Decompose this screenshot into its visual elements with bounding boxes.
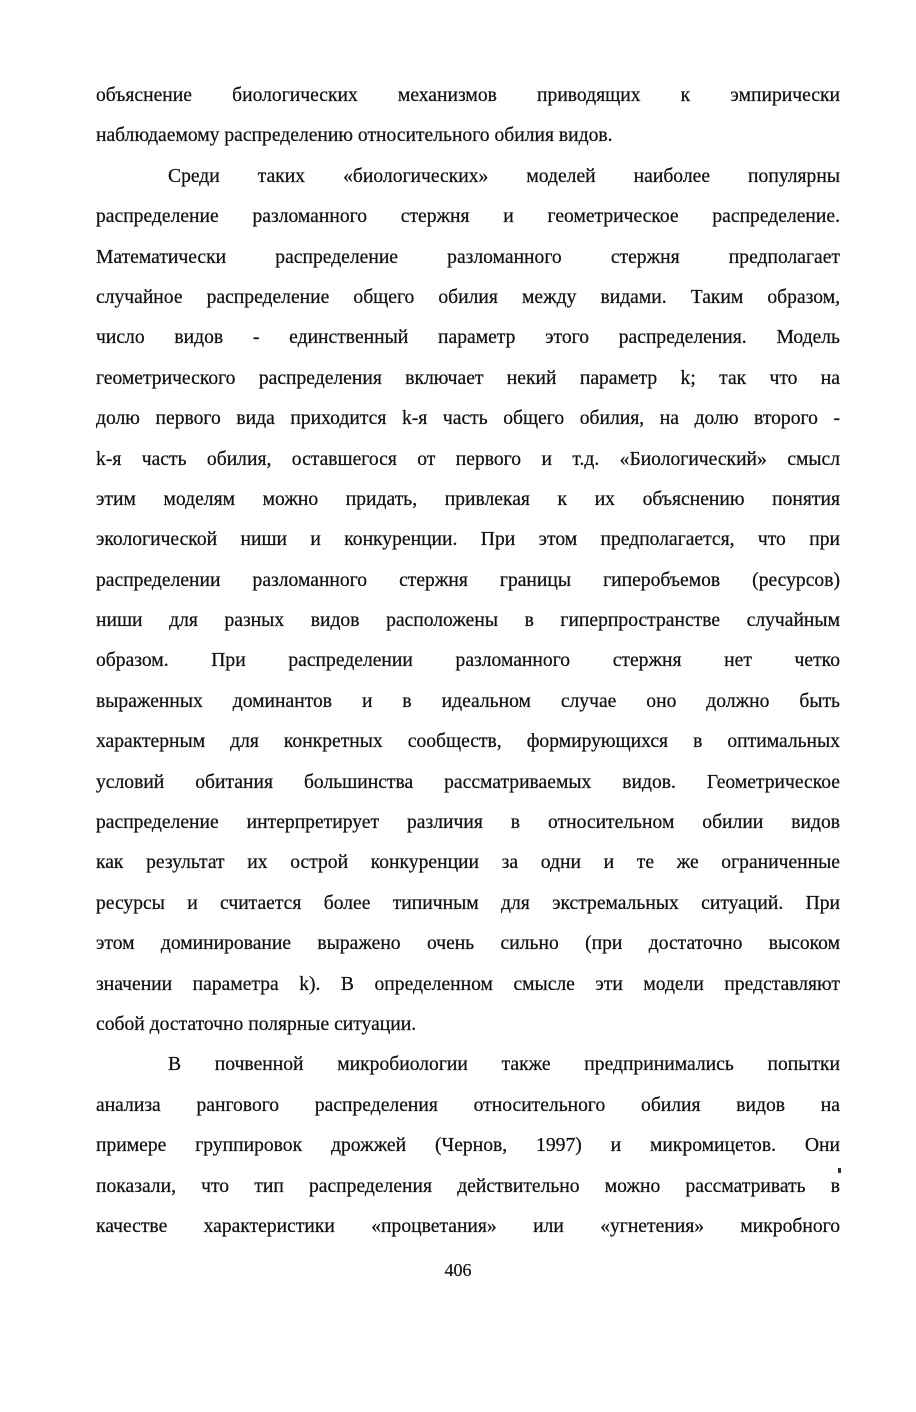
text-line: условий обитания большинства рассматриваемых видов. Геометрическое (96, 771, 840, 793)
text-line: геометрического распределения включает некий параметр k; так что на (96, 367, 840, 389)
text-line: В почвенной микробиологии также предпринимались попытки (168, 1054, 840, 1076)
text-line: объяснение биологических механизмов приводящих к эмпирически (96, 85, 840, 106)
text-line: выраженных доминантов и в идеальном случае оно должно быть (96, 690, 840, 712)
text-line: Математически распределение разломанного стержня предполагает (96, 246, 840, 268)
text-line: ниши для разных видов расположены в гиперпространстве случайным (96, 610, 840, 632)
text-line: число видов - единственный параметр этого распределения. Модель (96, 327, 840, 349)
text-line: Среди таких «биологических» моделей наиболее популярны (168, 165, 840, 187)
text-line: этим моделям можно придать, привлекая к их объяснению понятия (96, 488, 840, 510)
text-line: примере группировок дрожжей (Чернов, 1997) и микромицетов. Они (96, 1135, 840, 1157)
text-line: k-я часть обилия, оставшегося от первого и т.д. «Биологический» смысл (96, 448, 840, 470)
text-line: экологической ниши и конкуренции. При этом предполагается, что при (96, 529, 840, 551)
text-line: наблюдаемому распределению относительного обилия видов. (96, 125, 613, 147)
text-line: распределение разломанного стержня и геометрическое распределение. (96, 206, 840, 228)
scan-speck (838, 1168, 841, 1173)
text-line: случайное распределение общего обилия между видами. Таким образом, (96, 286, 840, 308)
page-body (96, 76, 840, 1247)
paragraph-3 (96, 1045, 840, 1247)
text-line: качестве характеристики «процветания» или «угнетения» микробного (96, 1215, 840, 1237)
paragraph-1 (96, 76, 840, 157)
text-line: анализа рангового распределения относительного обилия видов на (96, 1094, 840, 1116)
text-line: как результат их острой конкуренции за одни и те же ограниченные (96, 852, 840, 874)
text-line: образом. При распределении разломанного стержня нет четко (96, 650, 840, 672)
text-line: распределении разломанного стержня границы гиперобъемов (ресурсов) (96, 569, 840, 591)
text-line: характерным для конкретных сообществ, формирующихся в оптимальных (96, 731, 840, 753)
text-line: этом доминирование выражено очень сильно (при достаточно высоком (96, 933, 840, 955)
text-line: собой достаточно полярные ситуации. (96, 1013, 417, 1035)
text-line: ресурсы и считается более типичным для экстремальных ситуаций. При (96, 892, 840, 914)
page-number: 406 (444, 1260, 472, 1280)
text-line: распределение интерпретирует различия в относительном обилии видов (96, 812, 840, 834)
text-line: долю первого вида приходится k-я часть общего обилия, на долю второго - (96, 408, 840, 430)
text-line: показали, что тип распределения действительно можно рассматривать в (96, 1175, 840, 1197)
paragraph-2 (96, 157, 840, 1046)
text-line: значении параметра k). В определенном смысле эти модели представляют (96, 973, 840, 995)
